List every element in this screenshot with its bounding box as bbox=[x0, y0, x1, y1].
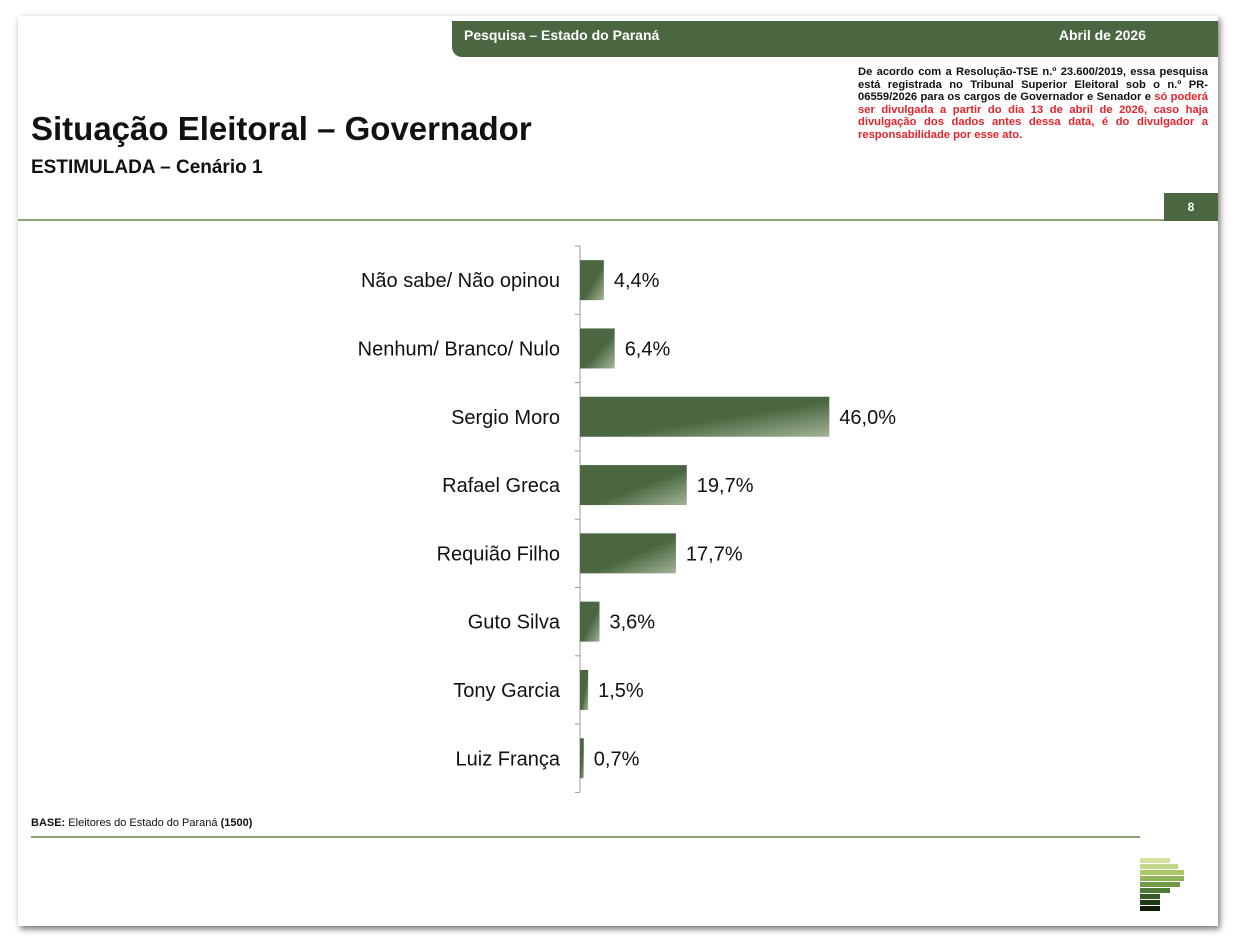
data-label: 17,7% bbox=[685, 543, 743, 566]
data-label: 19,7% bbox=[696, 475, 754, 498]
disclaimer-text: De acordo com a Resolução-TSE n.º 23.600/2019, essa pesquisa está registrada no Tribunal Superior Eleitoral sob o n.º PR-06559/2026 para os cargos de Governador e Senador e bbox=[858, 66, 1208, 103]
chart-marks bbox=[358, 246, 897, 792]
legal-disclaimer bbox=[858, 66, 1208, 141]
base-count: (1500) bbox=[220, 817, 253, 829]
date-label: Abril de 2026 bbox=[1058, 27, 1146, 43]
header-bar bbox=[452, 21, 1218, 57]
bar-chart bbox=[18, 236, 1218, 816]
bar bbox=[580, 533, 676, 573]
data-label: 1,5% bbox=[598, 679, 644, 702]
category-label: Luiz França bbox=[455, 748, 560, 771]
bar bbox=[580, 260, 604, 300]
bar bbox=[580, 465, 687, 505]
bar bbox=[580, 602, 600, 642]
stacked-bars-logo-icon bbox=[1140, 858, 1186, 912]
data-label: 4,4% bbox=[613, 270, 660, 293]
category-label: Tony Garcia bbox=[453, 679, 560, 702]
category-label: Requião Filho bbox=[436, 543, 560, 566]
bar bbox=[580, 738, 584, 778]
page-title: Situação Eleitoral – Governador bbox=[31, 110, 532, 147]
header-divider bbox=[18, 219, 1164, 221]
bar bbox=[580, 397, 829, 437]
slide bbox=[18, 16, 1218, 926]
category-label: Sergio Moro bbox=[451, 406, 560, 429]
category-label: Rafael Greca bbox=[442, 475, 560, 498]
page-subtitle: ESTIMULADA – Cenário 1 bbox=[31, 157, 263, 178]
page-number-badge: 8 bbox=[1164, 193, 1218, 221]
category-label: Nenhum/ Branco/ Nulo bbox=[357, 338, 560, 361]
data-label: 3,6% bbox=[609, 611, 656, 634]
data-label: 0,7% bbox=[593, 748, 640, 771]
bar bbox=[580, 670, 588, 710]
category-label: Não sabe/ Não opinou bbox=[360, 270, 560, 293]
data-label: 46,0% bbox=[839, 406, 897, 429]
base-text: Eleitores do Estado do Paraná bbox=[65, 817, 221, 829]
category-label: Guto Silva bbox=[467, 611, 560, 634]
survey-label: Pesquisa – Estado do Paraná bbox=[464, 27, 660, 43]
base-label: BASE: bbox=[31, 817, 66, 829]
bar bbox=[580, 328, 615, 368]
base-note bbox=[31, 817, 252, 829]
disclaimer-warning-text: só poderá ser divulgada a partir do dia 13 de abril de 2026, caso haja divulgação dos dados antes dessa data, é do divulgador a responsabilidade por esse ato. bbox=[858, 91, 1208, 141]
footer-divider bbox=[31, 836, 1140, 838]
data-label: 6,4% bbox=[624, 338, 671, 361]
